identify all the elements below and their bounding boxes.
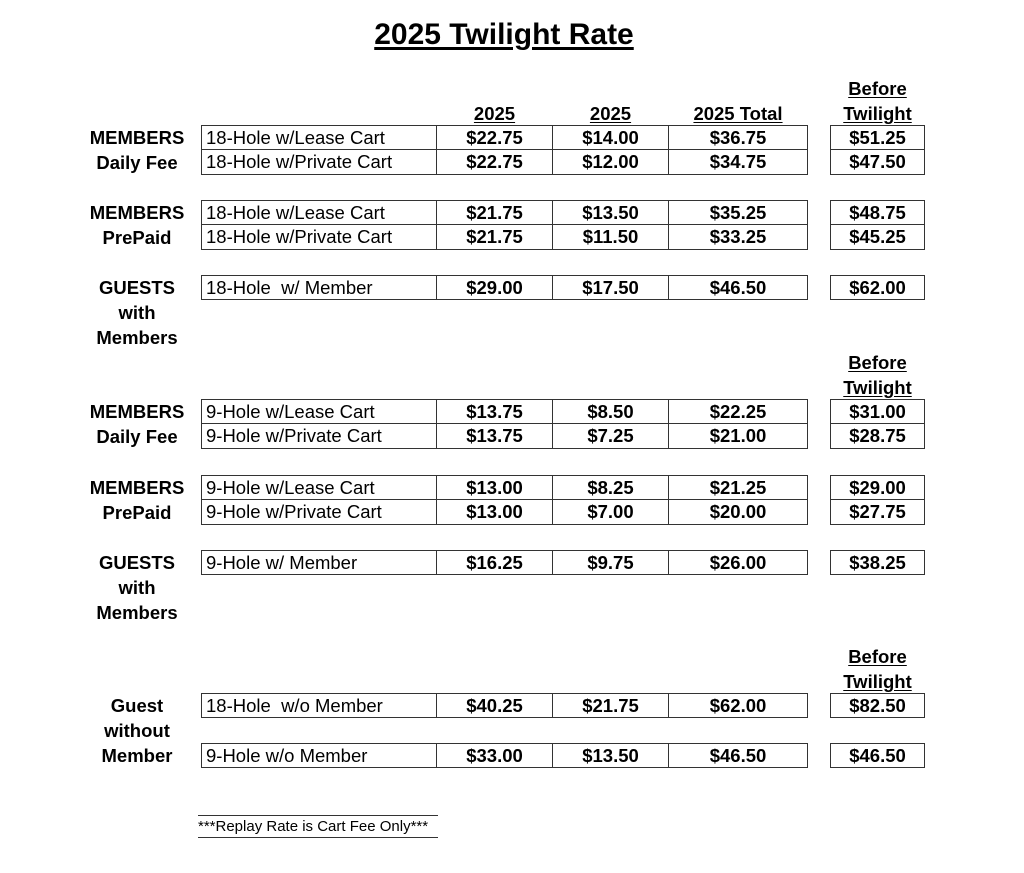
rate-total: $36.75 <box>668 125 808 150</box>
rate-2025-b: $7.00 <box>552 500 669 525</box>
group-label-line: MEMBERS <box>89 202 185 223</box>
replay-rate-note: ***Replay Rate is Cart Fee Only*** <box>198 815 438 838</box>
twilight-label: Twilight <box>843 103 912 124</box>
group-label-line: Member <box>101 745 173 766</box>
group-label-line: Daily Fee <box>96 426 178 447</box>
rate-total: $22.25 <box>668 399 808 424</box>
rate-total: $62.00 <box>668 693 808 718</box>
page-title: 2025 Twilight Rate <box>374 18 634 51</box>
group-label <box>82 693 192 768</box>
row-description: 9-Hole w/ Member <box>201 550 437 575</box>
rate-2025-b: $13.50 <box>552 743 669 768</box>
row-description: 9-Hole w/o Member <box>201 743 437 768</box>
group-label-line: Daily Fee <box>96 152 178 173</box>
row-description: 9-Hole w/Private Cart <box>201 500 437 525</box>
row-description: 18-Hole w/Private Cart <box>201 225 437 250</box>
row-description: 9-Hole w/Private Cart <box>201 424 437 449</box>
rate-2025-b: $9.75 <box>552 550 669 575</box>
row-description: 18-Hole w/Lease Cart <box>201 200 437 225</box>
twilight-label: Twilight <box>843 377 912 398</box>
rate-2025-a: $13.00 <box>436 500 553 525</box>
group-label-line: with <box>118 302 156 323</box>
before-twilight-header-3 <box>830 644 925 694</box>
rate-2025-a: $29.00 <box>436 275 553 300</box>
group-label-line: Guest <box>110 695 164 716</box>
rate-2025-b: $11.50 <box>552 225 669 250</box>
group-label-line: MEMBERS <box>89 127 185 148</box>
rate-before-twilight: $27.75 <box>830 500 925 525</box>
row-description: 9-Hole w/Lease Cart <box>201 475 437 500</box>
row-description: 9-Hole w/Lease Cart <box>201 399 437 424</box>
group-label-line: PrePaid <box>102 502 172 523</box>
rate-2025-b: $12.00 <box>552 150 669 175</box>
rate-before-twilight: $51.25 <box>830 125 925 150</box>
rate-2025-b: $21.75 <box>552 693 669 718</box>
rate-before-twilight: $62.00 <box>830 275 925 300</box>
group-label-line: GUESTS <box>98 277 176 298</box>
rate-before-twilight: $46.50 <box>830 743 925 768</box>
rate-total: $46.50 <box>668 275 808 300</box>
group-label <box>82 125 192 175</box>
group-label <box>82 475 192 525</box>
group-label-line: without <box>104 720 170 741</box>
rate-before-twilight: $29.00 <box>830 475 925 500</box>
rate-2025-a: $33.00 <box>436 743 553 768</box>
rate-before-twilight: $38.25 <box>830 550 925 575</box>
rate-2025-a: $40.25 <box>436 693 553 718</box>
row-description: 18-Hole w/Private Cart <box>201 150 437 175</box>
rate-2025-a: $13.75 <box>436 399 553 424</box>
row-description: 18-Hole w/Lease Cart <box>201 125 437 150</box>
rate-before-twilight: $82.50 <box>830 693 925 718</box>
rate-total: $34.75 <box>668 150 808 175</box>
rate-total: $21.25 <box>668 475 808 500</box>
before-twilight-header-1 <box>830 76 925 126</box>
before-label: Before <box>848 646 907 667</box>
group-label-line: MEMBERS <box>89 477 185 498</box>
rate-2025-a: $13.00 <box>436 475 553 500</box>
rate-total: $46.50 <box>668 743 808 768</box>
row-description: 18-Hole w/ Member <box>201 275 437 300</box>
header-2025-total: 2025 Total <box>693 103 783 124</box>
group-label-line: Members <box>96 327 178 348</box>
group-label-line: MEMBERS <box>89 401 185 422</box>
rate-2025-b: $8.50 <box>552 399 669 424</box>
row-description: 18-Hole w/o Member <box>201 693 437 718</box>
group-label <box>82 200 192 250</box>
group-label <box>82 275 192 350</box>
rate-2025-b: $7.25 <box>552 424 669 449</box>
rate-2025-b: $8.25 <box>552 475 669 500</box>
before-label: Before <box>848 78 907 99</box>
before-label: Before <box>848 352 907 373</box>
rate-2025-a: $13.75 <box>436 424 553 449</box>
rate-2025-b: $17.50 <box>552 275 669 300</box>
rate-before-twilight: $47.50 <box>830 150 925 175</box>
group-label-line: PrePaid <box>102 227 172 248</box>
header-2025-col1: 2025 <box>473 103 516 124</box>
rate-2025-a: $22.75 <box>436 150 553 175</box>
header-2025-col2: 2025 <box>589 103 632 124</box>
rate-2025-a: $21.75 <box>436 225 553 250</box>
rate-2025-b: $13.50 <box>552 200 669 225</box>
twilight-label: Twilight <box>843 671 912 692</box>
rate-before-twilight: $28.75 <box>830 424 925 449</box>
rate-2025-b: $14.00 <box>552 125 669 150</box>
before-twilight-header-2 <box>830 350 925 400</box>
rate-before-twilight: $31.00 <box>830 399 925 424</box>
rate-before-twilight: $48.75 <box>830 200 925 225</box>
rate-2025-a: $21.75 <box>436 200 553 225</box>
rate-total: $33.25 <box>668 225 808 250</box>
rate-2025-a: $22.75 <box>436 125 553 150</box>
rate-before-twilight: $45.25 <box>830 225 925 250</box>
rate-total: $26.00 <box>668 550 808 575</box>
rate-total: $20.00 <box>668 500 808 525</box>
group-label-line: Members <box>96 602 178 623</box>
group-label-line: GUESTS <box>98 552 176 573</box>
group-label <box>82 550 192 625</box>
group-label <box>82 399 192 449</box>
rate-total: $21.00 <box>668 424 808 449</box>
rate-2025-a: $16.25 <box>436 550 553 575</box>
rate-total: $35.25 <box>668 200 808 225</box>
group-label-line: with <box>118 577 156 598</box>
